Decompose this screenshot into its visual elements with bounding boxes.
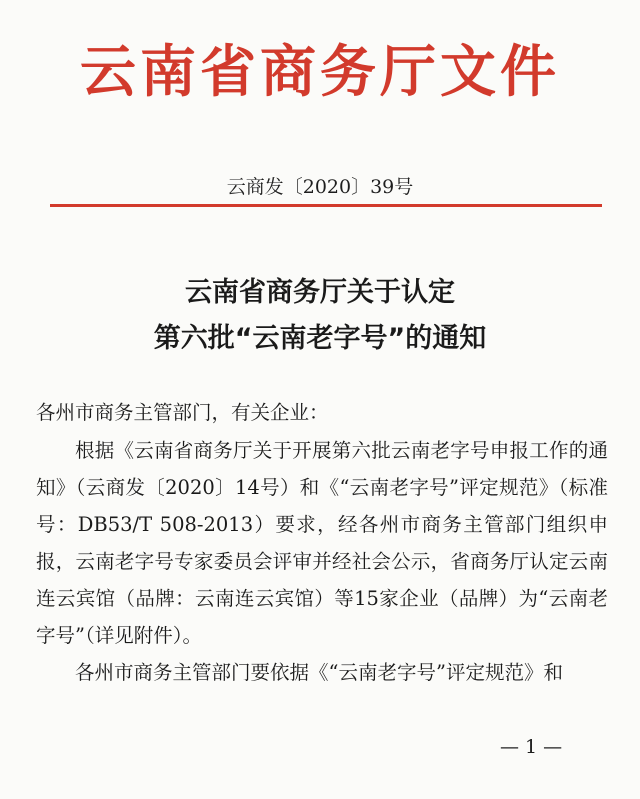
body-paragraph-1: 根据《云南省商务厅关于开展第六批云南老字号申报工作的通知》（云商发〔2020〕14号）和《“云南老字号”评定规范》（标准号：DB53/T 508-2013）要求，经各州市商务主管部门组织申报，云南老字号专家委员会评审并经社会公示，省商务厅认定云南连云宾馆（品牌：云南连云宾馆）等15家企业（品牌）为“云南老字号”（详见附件）。 — [36, 439, 608, 647]
document-title-line-1: 云南省商务厅关于认定 — [185, 277, 455, 308]
salutation: 各州市商务主管部门，有关企业： — [36, 401, 329, 424]
document-header-title: 云南省商务厅文件 — [80, 40, 560, 105]
red-divider-line — [50, 204, 602, 207]
page-number: — 1 — — [500, 736, 563, 758]
document-number: 云商发〔2020〕39号 — [226, 176, 414, 198]
body-paragraph-2: 各州市商务主管部门要依据《“云南老字号”评定规范》和 — [75, 661, 563, 684]
document-title-line-2: 第六批“云南老字号”的通知 — [153, 323, 487, 354]
